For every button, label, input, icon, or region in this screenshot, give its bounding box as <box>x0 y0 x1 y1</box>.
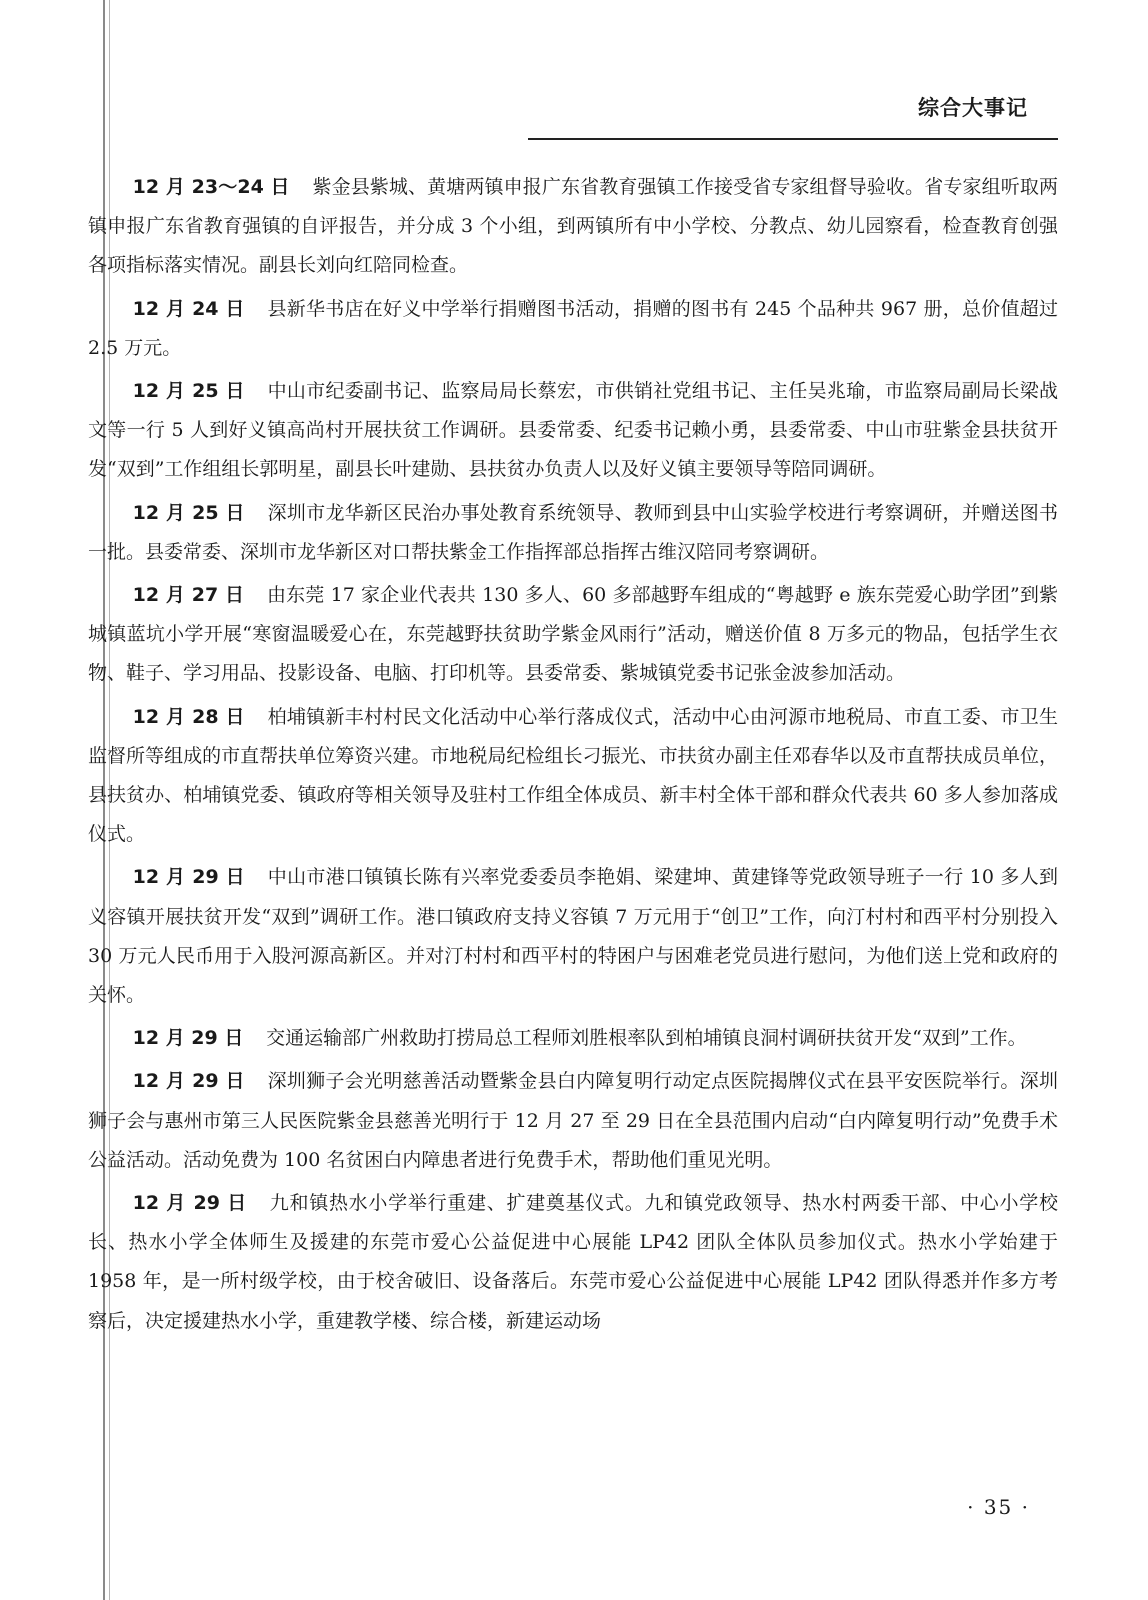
chronicle-entry <box>88 698 1058 855</box>
entry-date: 12 月 29 日 <box>132 1192 247 1215</box>
entry-text: 深圳狮子会光明慈善活动暨紫金县白内障复明行动定点医院揭牌仪式在县平安医院举行。深圳狮子会与惠州市第三人民医院紫金县慈善光明行于 12 月 27 至 29 日在全县范围内启动“白内障复明行动”免费手术公益活动。活动免费为 100 名贫困白内障患者进行免费手术，帮助他们重见光明。 <box>88 1070 1058 1171</box>
entry-text: 中山市纪委副书记、监察局局长蔡宏，市供销社党组书记、主任吴兆瑜，市监察局副局长梁战文等一行 5 人到好义镇高尚村开展扶贫工作调研。县委常委、纪委书记赖小勇，县委常委、中山市驻紫金县扶贫开发“双到”工作组组长郭明星，副县长叶建勋、县扶贫办负责人以及好义镇主要领导等陪同调研。 <box>88 380 1058 481</box>
chronicle-entry <box>88 576 1058 694</box>
entry-text: 交通运输部广州救助打捞局总工程师刘胜根率队到柏埔镇良洞村调研扶贫开发“双到”工作。 <box>266 1027 1027 1050</box>
entry-text: 由东莞 17 家企业代表共 130 多人、60 多部越野车组成的“粤越野 e 族东莞爱心助学团”到紫城镇蓝坑小学开展“寒窗温暖爱心在，东莞越野扶贫助学紫金风雨行”活动，赠送价值 8 万多元的物品，包括学生衣物、鞋子、学习用品、投影设备、电脑、打印机等。县委常委、紫城镇党委书记张金波参加活动。 <box>88 584 1058 685</box>
chronicle-entry <box>88 168 1058 286</box>
entry-text: 紫金县紫城、黄塘两镇申报广东省教育强镇工作接受省专家组督导验收。省专家组听取两镇申报广东省教育强镇的自评报告，并分成 3 个小组，到两镇所有中小学校、分教点、幼儿园察看，检查教育创强各项指标落实情况。副县长刘向红陪同检查。 <box>88 176 1058 277</box>
entry-date: 12 月 23～24 日 <box>132 176 290 198</box>
chronicle-entries <box>88 168 1058 1345</box>
chronicle-entry <box>88 290 1058 368</box>
chronicle-entry <box>88 858 1058 1015</box>
chronicle-entry <box>88 372 1058 490</box>
entry-text: 县新华书店在好义中学举行捐赠图书活动，捐赠的图书有 245 个品种共 967 册，总价值超过 2.5 万元。 <box>88 297 1058 359</box>
entry-text: 深圳市龙华新区民治办事处教育系统领导、教师到县中山实验学校进行考察调研，并赠送图书一批。县委常委、深圳市龙华新区对口帮扶紫金工作指挥部总指挥古维汉陪同考察调研。 <box>88 501 1058 563</box>
entry-date: 12 月 25 日 <box>132 380 245 403</box>
entry-date: 12 月 28 日 <box>132 705 245 728</box>
entry-date: 12 月 29 日 <box>132 1027 244 1050</box>
entry-date: 12 月 29 日 <box>132 1070 245 1093</box>
chronicle-entry <box>88 1019 1058 1058</box>
running-header-title: 综合大事记 <box>918 96 1028 120</box>
page-number: · 35 · <box>967 1495 1030 1519</box>
entry-date: 12 月 27 日 <box>132 584 245 607</box>
entry-text: 中山市港口镇镇长陈有兴率党委委员李艳娟、梁建坤、黄建锋等党政领导班子一行 10 多人到义容镇开展扶贫开发“双到”调研工作。港口镇政府支持义容镇 7 万元用于“创卫”工作，向汀村村和西平村分别投入 30 万元人民币用于入股河源高新区。并对汀村村和西平村的特困户与困难老党员进行慰问，为他们送上党和政府的关怀。 <box>88 866 1058 1007</box>
chronicle-entry <box>88 1062 1058 1180</box>
chronicle-entry <box>88 494 1058 572</box>
entry-date: 12 月 25 日 <box>132 501 245 524</box>
chronicle-entry <box>88 1184 1058 1341</box>
entry-date: 12 月 29 日 <box>132 866 245 889</box>
header-rule <box>528 138 1058 140</box>
entry-date: 12 月 24 日 <box>132 297 245 320</box>
entry-text: 九和镇热水小学举行重建、扩建奠基仪式。九和镇党政领导、热水村两委干部、中心小学校长、热水小学全体师生及援建的东莞市爱心公益促进中心展能 LP42 团队全体队员参加仪式。热水小学始建于 1958 年，是一所村级学校，由于校舍破旧、设备落后。东莞市爱心公益促进中心展能 LP42 团队得悉并作多方考察后，决定援建热水小学，重建教学楼、综合楼，新建运动场 <box>88 1192 1058 1332</box>
entry-text: 柏埔镇新丰村村民文化活动中心举行落成仪式，活动中心由河源市地税局、市直工委、市卫生监督所等组成的市直帮扶单位筹资兴建。市地税局纪检组长刁振光、市扶贫办副主任邓春华以及市直帮扶成员单位，县扶贫办、柏埔镇党委、镇政府等相关领导及驻村工作组全体成员、新丰村全体干部和群众代表共 60 多人参加落成仪式。 <box>88 705 1058 846</box>
